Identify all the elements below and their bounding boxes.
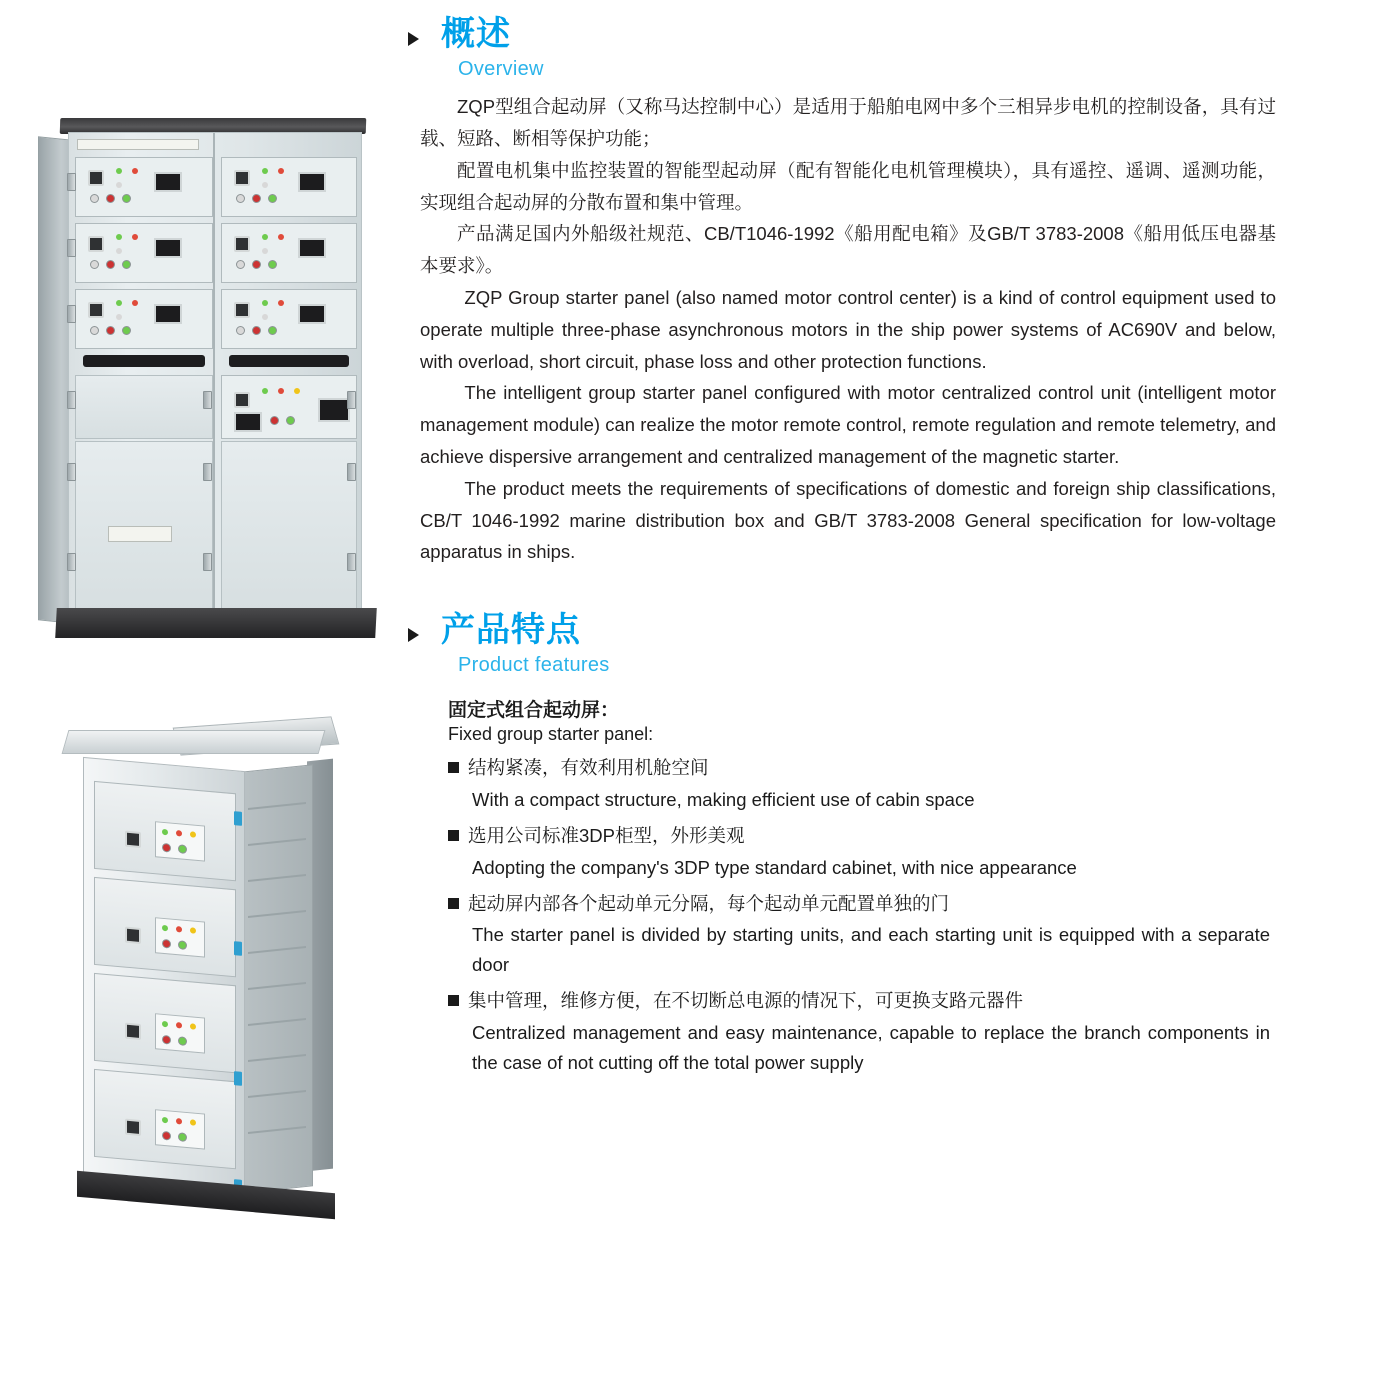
cabinet-body — [68, 132, 362, 614]
content-column — [408, 0, 1288, 1084]
section-title-cn: 产品特点 — [441, 611, 581, 650]
cabinet-plinth — [55, 608, 377, 638]
door-hinge — [234, 941, 242, 956]
feature-text-en: With a compact structure, making efficient use of cabin space — [472, 789, 975, 810]
image-column — [0, 0, 400, 1379]
cabinet-center-divider — [213, 133, 215, 613]
starter-unit-door — [94, 973, 236, 1073]
feature-text-cn: 起动屏内部各个起动单元分隔，每个起动单元配置单独的门 — [468, 892, 950, 914]
cabinet-nameplate — [77, 139, 199, 150]
starter-unit-door — [94, 781, 236, 881]
square-bullet-icon — [448, 762, 459, 773]
door-hinge — [234, 1071, 242, 1086]
starter-unit-door — [75, 157, 213, 217]
cabinet-label — [108, 526, 172, 542]
starter-unit-door — [221, 289, 357, 349]
cabinet-door — [221, 441, 357, 611]
triangle-bullet-icon — [408, 32, 419, 46]
paragraph: ZQP Group starter panel (also named motor control center) is a kind of control equipment used to operate multiple three-phase asynchronous motors in the ship power systems of AC690V and below, with overload, short circuit, phase loss and other protection functions. — [420, 286, 1276, 372]
door-hinge — [234, 811, 242, 826]
section-title-cn: 概述 — [441, 15, 511, 53]
paragraph: 配置电机集中监控装置的智能型起动屏（配有智能化电机管理模块），具有遥控、遥调、遥测功能，实现组合起动屏的分散布置和集中管理。 — [420, 159, 1276, 213]
square-bullet-icon — [448, 995, 459, 1006]
cabinet-door — [75, 375, 213, 439]
section-heading-overview — [408, 14, 1288, 54]
section-title-en: Product features — [458, 654, 610, 677]
starter-unit-door — [94, 877, 236, 977]
starter-unit-door — [221, 157, 357, 217]
feature-text-cn: 选用公司标准3DP柜型，外形美观 — [468, 824, 745, 846]
section-title-en: Overview — [458, 58, 544, 81]
list-item — [448, 821, 1288, 851]
feature-text-en: The starter panel is divided by starting units, and each starting unit is equipped with a separate door — [472, 924, 1270, 976]
list-item — [448, 889, 1288, 919]
cabinet-door — [75, 441, 213, 611]
starter-unit-door — [94, 1069, 236, 1169]
square-bullet-icon — [448, 830, 459, 841]
paragraph: The intelligent group starter panel configured with motor centralized control unit (intelligent motor management module) can realize the motor remote control, remote regulation and remote telemetry, and achieve dispersive arrangement and centralized management of the magnetic starter. — [420, 382, 1276, 468]
overview-body — [420, 91, 1276, 568]
section-heading-features — [408, 610, 1288, 650]
square-bullet-icon — [448, 898, 459, 909]
cabinet-front-face — [83, 757, 245, 1203]
paragraph: 产品满足国内外船级社规范、CB/T1046-1992《船用配电箱》及GB/T 3783-2008《船用低压电器基本要求》。 — [420, 223, 1276, 277]
control-unit-door — [221, 375, 357, 439]
starter-unit-door — [221, 223, 357, 283]
cabinet-left-side — [38, 136, 72, 624]
features-subtitle-cn: 固定式组合起动屏： — [448, 700, 620, 722]
product-photo-front — [38, 108, 378, 648]
ventilation-grille — [229, 355, 349, 367]
starter-unit-door — [75, 223, 213, 283]
cabinet-side-panel — [241, 764, 313, 1194]
paragraph: ZQP型组合起动屏（又称马达控制中心）是适用于船舶电网中多个三相异步电机的控制设备，具有过载、短路、断相等保护功能； — [420, 96, 1276, 149]
paragraph: The product meets the requirements of specifications of domestic and foreign ship classifications, CB/T 1046-1992 marine distribution box and GB/T 3783-2008 General specification for low-voltage apparatus in ships. — [420, 477, 1276, 563]
ventilation-grille — [83, 355, 205, 367]
feature-text-cn: 结构紧凑，有效利用机舱空间 — [468, 757, 709, 779]
feature-text-en: Centralized management and easy maintenance, capable to replace the branch components in the case of not cutting off the total power supply — [472, 1021, 1270, 1073]
features-subtitle-en: Fixed group starter panel: — [448, 724, 654, 745]
list-item — [448, 986, 1288, 1016]
list-item — [448, 753, 1288, 783]
cabinet-roof-front — [62, 730, 326, 754]
feature-text-en: Adopting the company's 3DP type standard cabinet, with nice appearance — [472, 856, 1077, 878]
feature-text-cn: 集中管理，维修方便，在不切断总电源的情况下，可更换支路元器件 — [468, 990, 1024, 1012]
product-photo-angled — [55, 712, 385, 1252]
starter-unit-door — [75, 289, 213, 349]
triangle-bullet-icon — [408, 628, 419, 642]
